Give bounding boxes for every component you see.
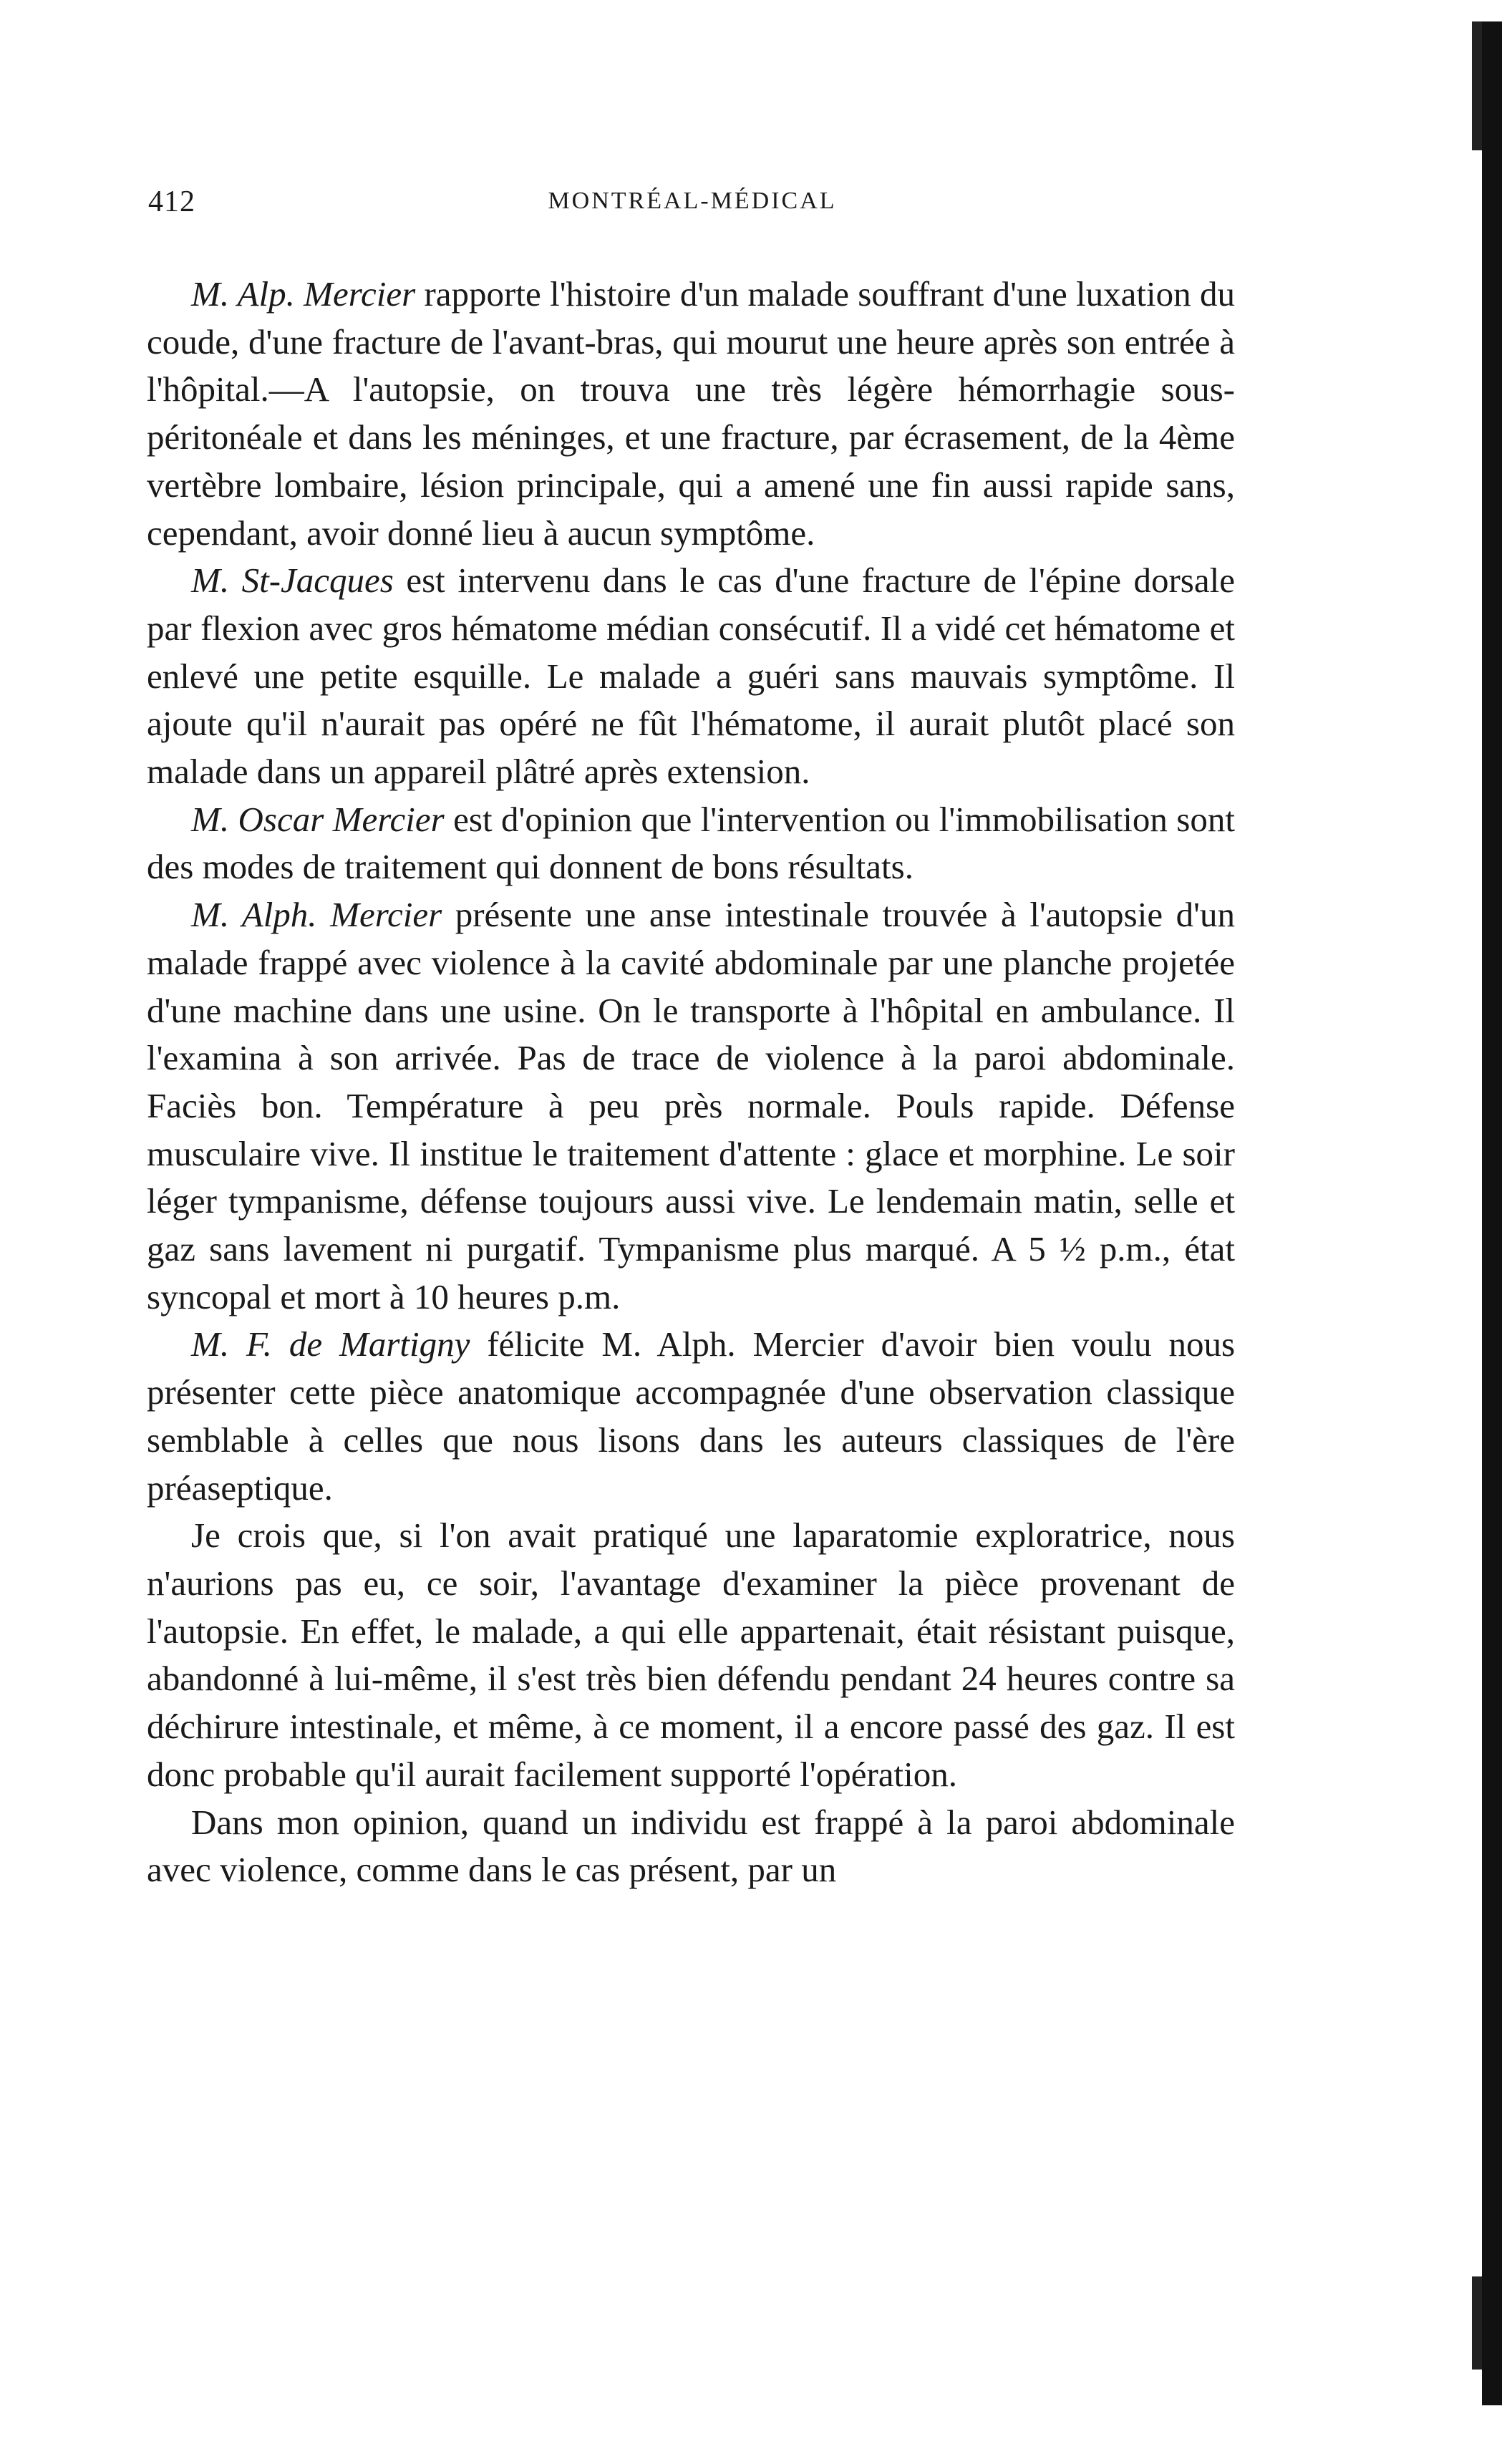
speaker-name: M. St-Jacques bbox=[191, 561, 394, 601]
paragraph-mercier-luxation bbox=[147, 271, 1235, 557]
scan-edge-mark bbox=[1472, 21, 1482, 150]
paragraph-text: est d'opinion que l'intervention ou l'immobilisation sont des modes de traitement qui donnent de bons résultats. bbox=[147, 799, 1235, 887]
paragraph-mercier-anse-intestinale bbox=[147, 891, 1235, 1321]
paragraph-de-martigny bbox=[147, 1321, 1235, 1512]
paragraph-text: rapporte l'histoire d'un malade souffrant d'une luxation du coude, d'une fracture de l'avant-bras, qui mourut une heure après son entrée à l'hôpital.—A l'autopsie, on trouva une très légère hémorrhagie sous-péritonéale et dans les méninges, et une fracture, par écrasement, de la 4ème vertèbre lombaire, lésion principale, qui a amené une fin aussi rapide sans, cependant, avoir donné lieu à aucun symptôme. bbox=[147, 274, 1235, 553]
speaker-name: M. Oscar Mercier bbox=[191, 799, 445, 839]
speaker-name: M. F. de Martigny bbox=[191, 1324, 470, 1364]
paragraph-opinion bbox=[147, 1799, 1235, 1894]
running-title: MONTRÉAL-MÉDICAL bbox=[548, 188, 837, 214]
paragraph-oscar-mercier bbox=[147, 796, 1235, 891]
scan-edge-shadow bbox=[1482, 21, 1502, 2405]
paragraph-st-jacques bbox=[147, 557, 1235, 796]
paragraph-text: est intervenu dans le cas d'une fracture de l'épine dorsale par flexion avec gros hématome médian consécutif. Il a vidé cet hématome et enlevé une petite esquille. Le malade a guéri sans mauvais symptôme. Il ajoute qu'il n'aurait pas opéré ne fût l'hématome, il aurait plutôt placé son malade dans un appareil plâtré après extension. bbox=[147, 561, 1235, 792]
page-number: 412 bbox=[148, 185, 195, 218]
body-text bbox=[147, 271, 1235, 1894]
paragraph-text: présente une anse intestinale trouvée à l'autopsie d'un malade frappé avec violence à la cavité abdominale par une planche projetée d'une machine dans une usine. On le transporte à l'hôpital en ambulance. Il l'examina à son arrivée. Pas de trace de violence à la paroi abdominale. Faciès bon. Température à peu près normale. Pouls rapide. Défense musculaire vive. Il institue le traitement d'attente : glace et morphine. Le soir léger tympanisme, défense toujours aussi vive. Le lendemain matin, selle et gaz sans lavement ni purgatif. Tympanisme plus marqué. A 5 ½ p.m., état syncopal et mort à 10 heures p.m. bbox=[147, 895, 1235, 1316]
paragraph-text: félicite M. Alph. Mercier d'avoir bien voulu nous présenter cette pièce anatomique accompagnée d'une observation classique semblable à celles que nous lisons dans les auteurs classiques de l'ère préaseptique. bbox=[147, 1324, 1236, 1508]
scan-edge-mark bbox=[1472, 2276, 1482, 2370]
paragraph-laparatomie bbox=[147, 1512, 1235, 1798]
speaker-name: M. Alph. Mercier bbox=[191, 895, 442, 935]
page-header bbox=[148, 185, 1236, 228]
speaker-name: M. Alp. Mercier bbox=[191, 274, 416, 314]
paragraph-text: Dans mon opinion, quand un individu est frappé à la paroi abdominale avec violence, comme dans le cas présent, par un bbox=[147, 1802, 1235, 1890]
paragraph-text: Je crois que, si l'on avait pratiqué une laparatomie exploratrice, nous n'aurions pas eu, ce soir, l'avantage d'examiner la pièce provenant de l'autopsie. En effet, le malade, a qui elle appartenait, était résistant puisque, abandonné à lui-même, il s'est très bien défendu pendant 24 heures contre sa déchirure intestinale, et même, à ce moment, il a encore passé des gaz. Il est donc probable qu'il aurait facilement supporté l'opération. bbox=[147, 1515, 1235, 1794]
